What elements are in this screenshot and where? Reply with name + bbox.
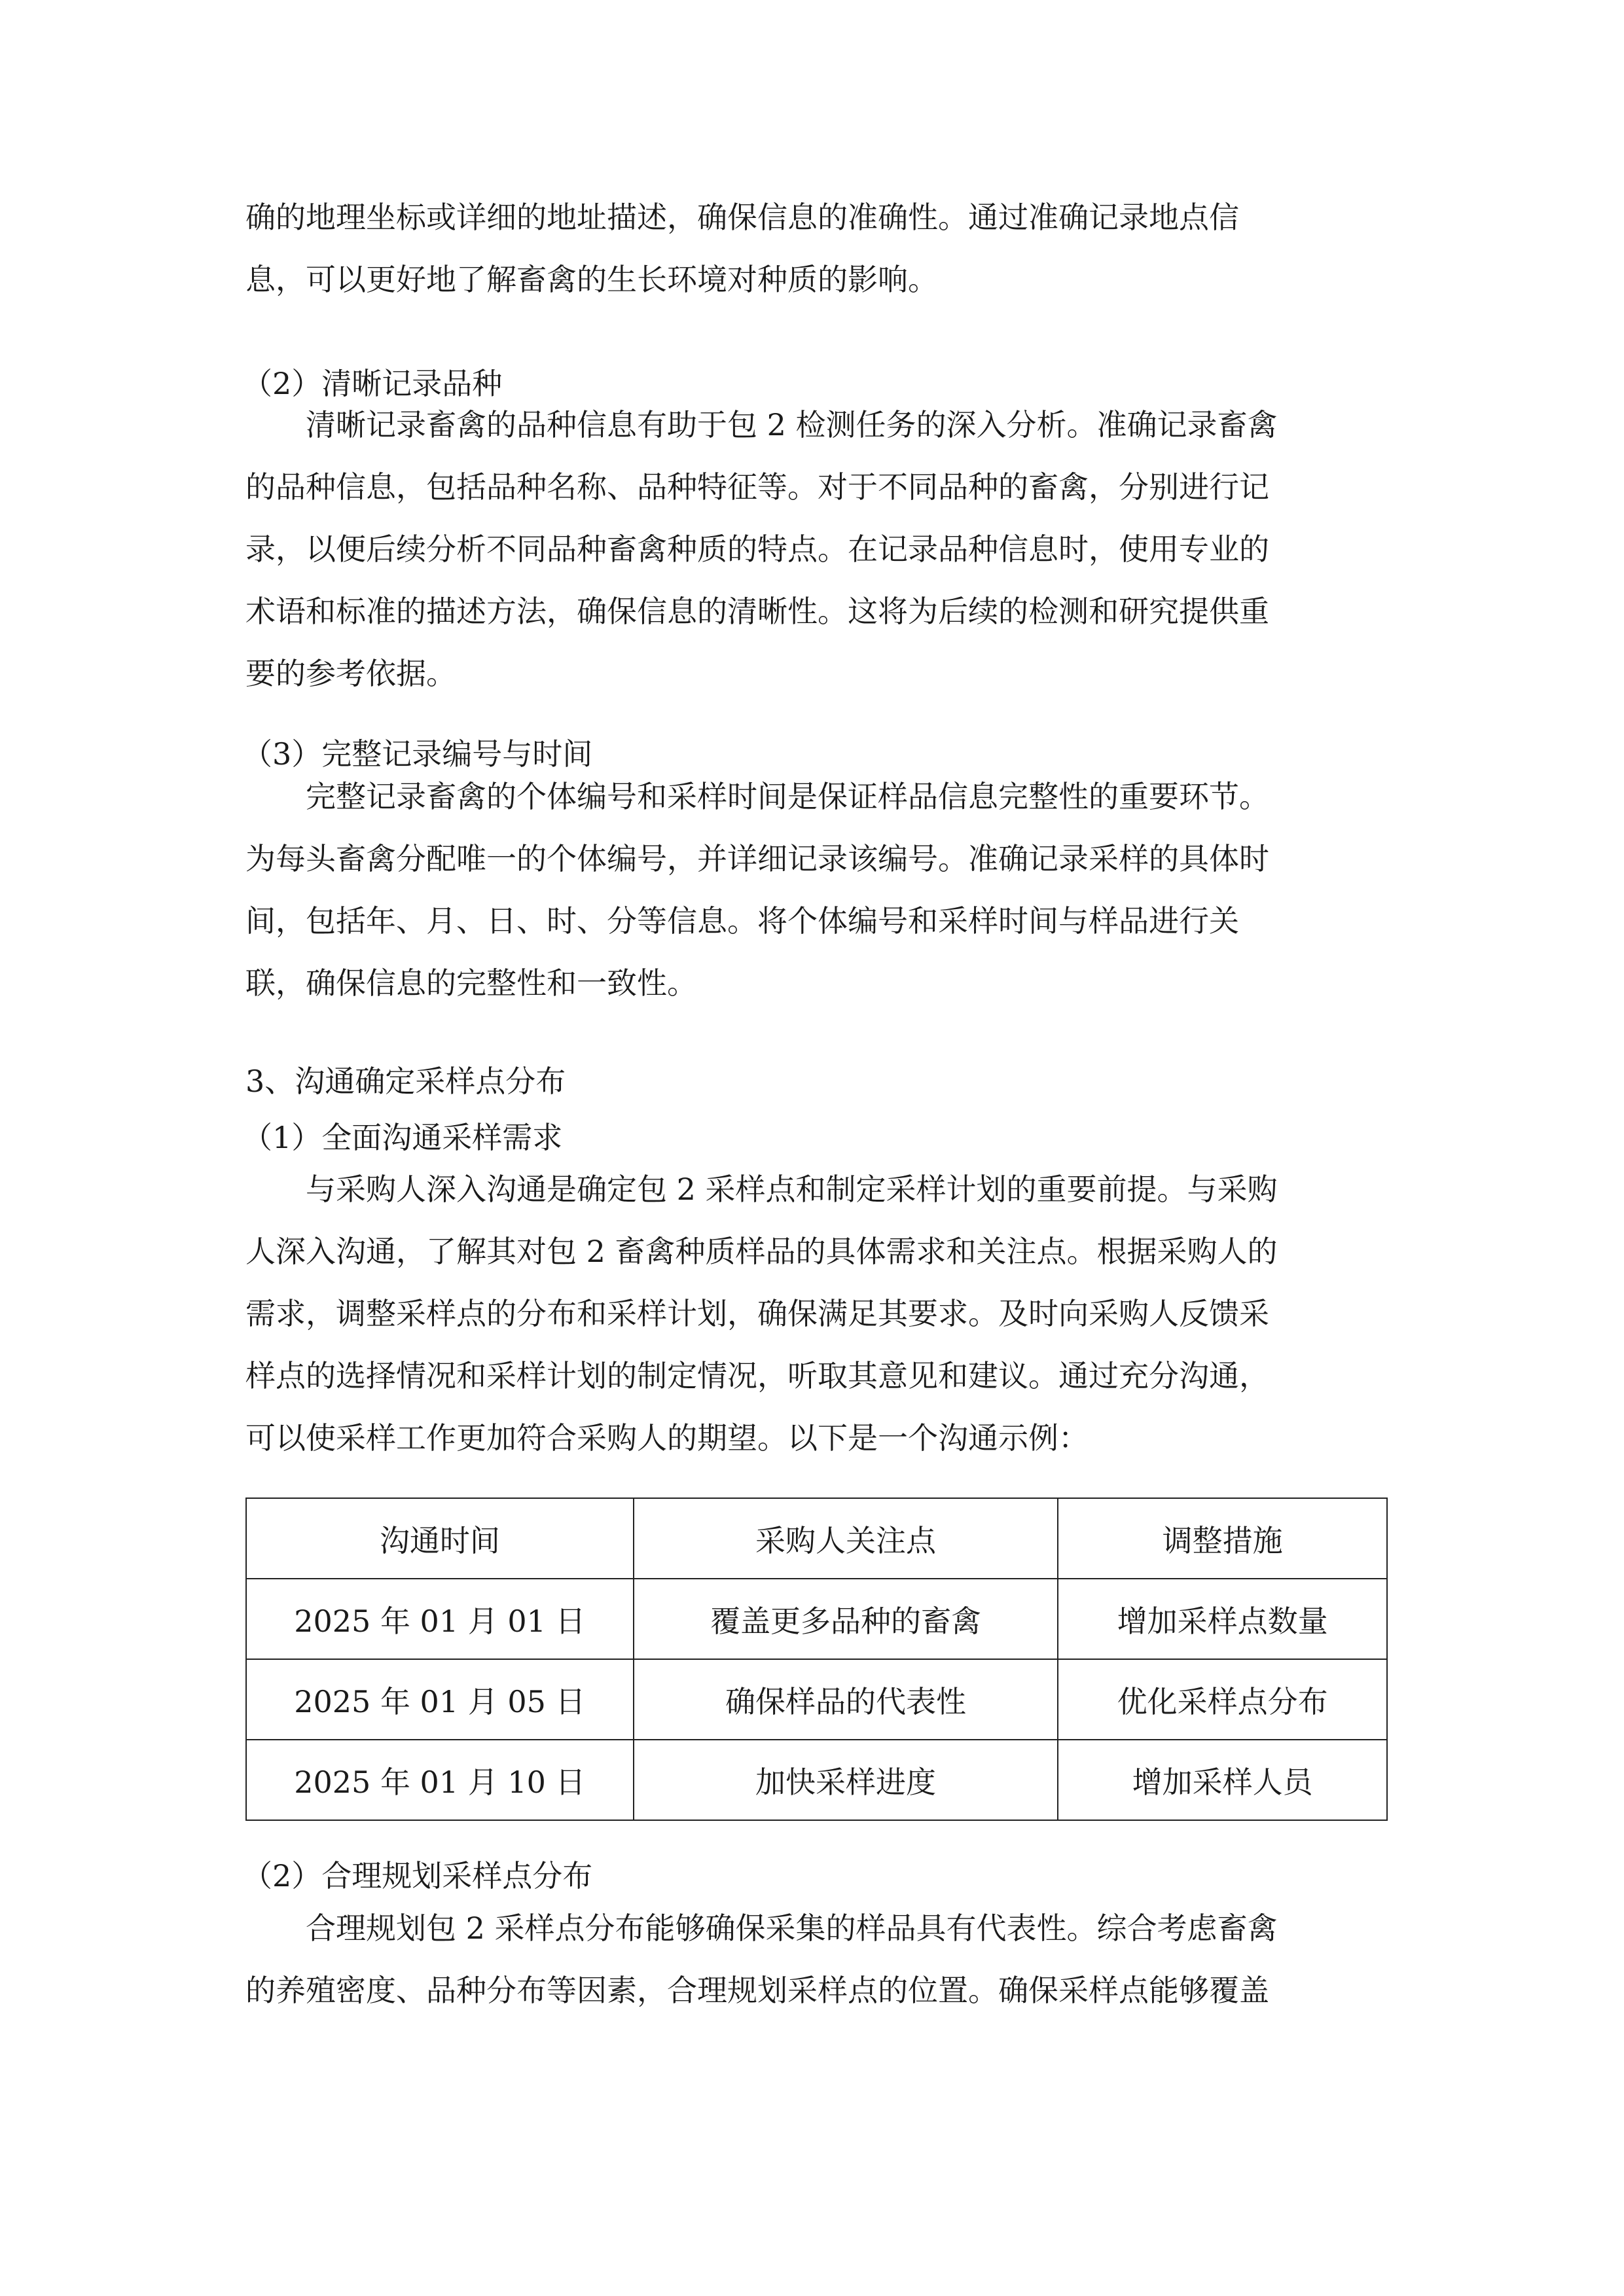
table-row bbox=[246, 1659, 1387, 1740]
text-line: 术语和标准的描述方法，确保信息的清晰性。这将为后续的检测和研究提供重 bbox=[245, 594, 1269, 629]
text-line: 为每头畜禽分配唯一的个体编号，并详细记录该编号。准确记录采样的具体时 bbox=[245, 841, 1269, 876]
table-cell: 2025 年 01 月 01 日 bbox=[246, 1579, 634, 1659]
text-line: 样点的选择情况和采样计划的制定情况，听取其意见和建议。通过充分沟通， bbox=[245, 1358, 1269, 1393]
text-line: 完整记录畜禽的个体编号和采样时间是保证样品信息完整性的重要环节。 bbox=[245, 779, 1269, 814]
text-line: 息，可以更好地了解畜禽的生长环境对种质的影响。 bbox=[245, 262, 938, 297]
communication-table bbox=[245, 1498, 1388, 1821]
table-header-row bbox=[246, 1498, 1387, 1579]
table-cell: 优化采样点分布 bbox=[1058, 1659, 1387, 1740]
paragraph-id-time bbox=[245, 776, 1269, 1004]
text-line: 录，以便后续分析不同品种畜禽种质的特点。在记录品种信息时，使用专业的 bbox=[245, 531, 1269, 567]
main-heading: 3、沟通确定采样点分布 bbox=[245, 1064, 566, 1099]
text-line: 与采购人深入沟通是确定包 2 采样点和制定采样计划的重要前提。与采购 bbox=[245, 1172, 1278, 1207]
section-heading: （2）合理规划采样点分布 bbox=[242, 1858, 593, 1893]
table-header-cell: 采购人关注点 bbox=[634, 1498, 1058, 1579]
section-heading: （3）完整记录编号与时间 bbox=[242, 736, 593, 772]
paragraph-continuation bbox=[245, 196, 1239, 300]
paragraph-communication bbox=[245, 1168, 1278, 1459]
text-line: 需求，调整采样点的分布和采样计划，确保满足其要求。及时向采购人反馈采 bbox=[245, 1296, 1269, 1331]
text-line: 可以使采样工作更加符合采购人的期望。以下是一个沟通示例： bbox=[245, 1420, 1089, 1456]
table-header-cell: 调整措施 bbox=[1058, 1498, 1387, 1579]
table-cell: 覆盖更多品种的畜禽 bbox=[634, 1579, 1058, 1659]
text-line: 的养殖密度、品种分布等因素，合理规划采样点的位置。确保采样点能够覆盖 bbox=[245, 1973, 1269, 2008]
table-cell: 2025 年 01 月 10 日 bbox=[246, 1740, 634, 1820]
section-heading: （1）全面沟通采样需求 bbox=[242, 1120, 563, 1155]
text-line: 确的地理坐标或详细的地址描述，确保信息的准确性。通过准确记录地点信 bbox=[245, 200, 1239, 235]
table-cell: 加快采样进度 bbox=[634, 1740, 1058, 1820]
table-cell: 增加采样点数量 bbox=[1058, 1579, 1387, 1659]
table-row bbox=[246, 1579, 1387, 1659]
table-cell: 增加采样人员 bbox=[1058, 1740, 1387, 1820]
paragraph-planning bbox=[245, 1907, 1278, 2011]
table-row bbox=[246, 1740, 1387, 1820]
text-line: 的品种信息，包括品种名称、品种特征等。对于不同品种的畜禽，分别进行记 bbox=[245, 469, 1269, 505]
text-line: 联，确保信息的完整性和一致性。 bbox=[245, 965, 697, 1001]
text-line: 间，包括年、月、日、时、分等信息。将个体编号和采样时间与样品进行关 bbox=[245, 903, 1239, 939]
table-header-cell: 沟通时间 bbox=[246, 1498, 634, 1579]
table-cell: 确保样品的代表性 bbox=[634, 1659, 1058, 1740]
text-line: 要的参考依据。 bbox=[245, 656, 456, 691]
section-heading: （2）清晰记录品种 bbox=[242, 366, 503, 401]
table-cell: 2025 年 01 月 05 日 bbox=[246, 1659, 634, 1740]
text-line: 清晰记录畜禽的品种信息有助于包 2 检测任务的深入分析。准确记录畜禽 bbox=[245, 407, 1278, 442]
text-line: 人深入沟通，了解其对包 2 畜禽种质样品的具体需求和关注点。根据采购人的 bbox=[245, 1234, 1278, 1269]
text-line: 合理规划包 2 采样点分布能够确保采集的样品具有代表性。综合考虑畜禽 bbox=[245, 1910, 1278, 1946]
paragraph-breed bbox=[245, 404, 1278, 694]
